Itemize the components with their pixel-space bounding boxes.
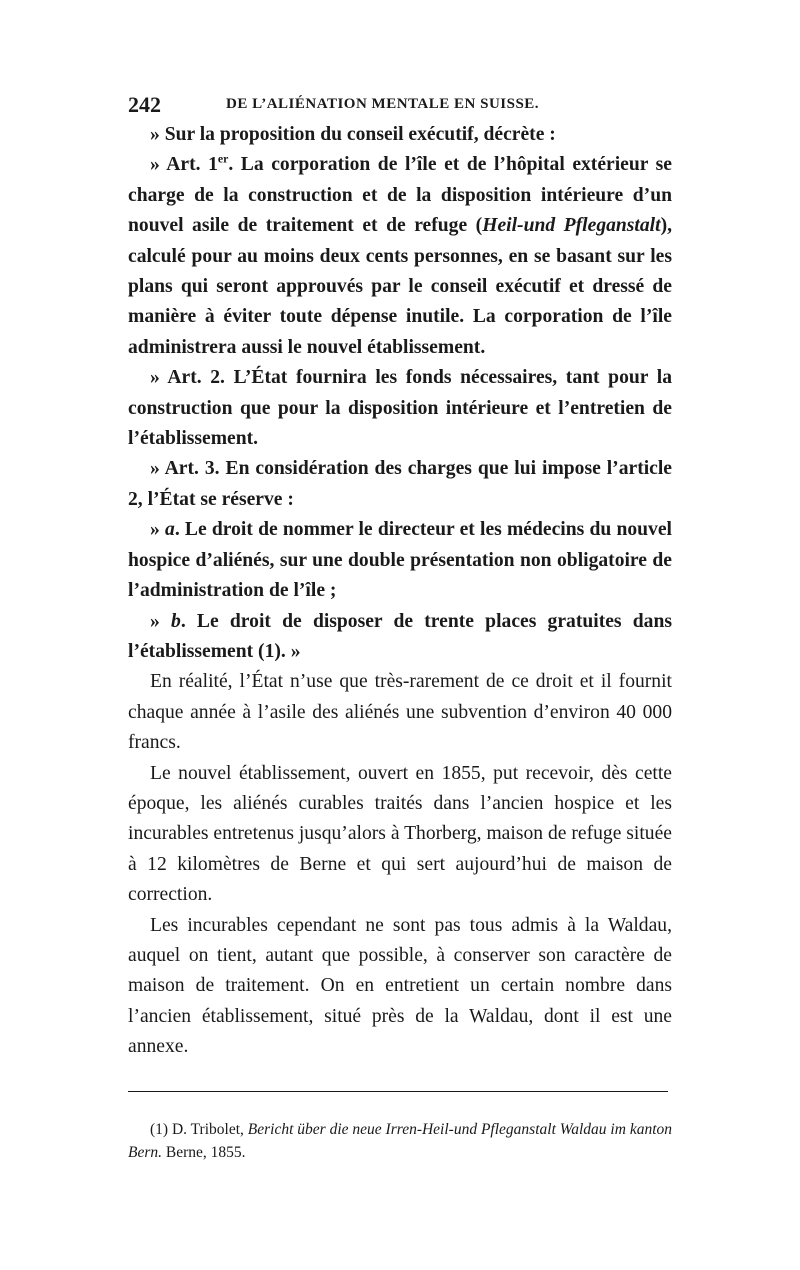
- paragraph-new-establishment: Le nouvel établissement, ouvert en 1855, put recevoir, dès cette époque, les aliénés curables traités dans l’ancien hospice et les incurables entretenus jusqu’alors à Thorberg, maison de refuge située à 12 kilomètres de Berne et qui sert aujourd’hui de maison de correction.: [128, 762, 672, 906]
- page-header: [128, 92, 672, 120]
- footnote-title: Bericht über die neue Irren-Heil-und Pfleganstalt Waldau im kanton Bern.: [128, 1120, 672, 1161]
- paragraph-article-3: » Art. 3. En considération des charges que lui impose l’article 2, l’État se réserve :: [128, 458, 672, 510]
- arta-letter: a: [165, 519, 175, 541]
- paragraph-article-2: » Art. 2. L’État fournira les fonds nécessaires, tant pour la construction que pour la disposition intérieure et l’entretien de l’établissement.: [128, 367, 672, 450]
- footnote: [128, 1118, 672, 1164]
- page-number: 242: [128, 92, 161, 117]
- paragraph-article-1: [128, 150, 672, 363]
- arta-prefix: »: [150, 519, 166, 541]
- art1-after: ), calculé pour au moins deux cents personnes, en se basant sur les plans qui seront approuvés par le conseil exécutif et dressé de manière à éviter toute dépense inutile. La corporation de l’île administrera aussi le nouvel établissement.: [128, 215, 672, 358]
- art1-prefix: » Art. 1: [150, 154, 218, 176]
- artb-letter: b: [171, 610, 181, 632]
- artb-prefix: »: [150, 610, 172, 632]
- footnote-marker: (1) D. Tribolet,: [150, 1120, 248, 1138]
- footnote-rest: Berne, 1855.: [162, 1143, 246, 1161]
- artb-rest: . Le droit de disposer de trente places gratuites dans l’établissement (1). »: [128, 610, 672, 662]
- arta-rest: . Le droit de nommer le directeur et les médecins du nouvel hospice d’aliénés, sur une double présentation non obligatoire de l’administration de l’île ;: [128, 519, 672, 602]
- footnote-rule: [128, 1091, 668, 1092]
- body-text: [128, 120, 672, 1063]
- paragraph-article-3b: [128, 607, 672, 668]
- art1-italic: Heil-und Pfleganstalt: [482, 215, 661, 237]
- art1-before: . La corporation de l’île et de l’hôpital extérieur se charge de la construction et de la disposition intérieure d’un nouvel asile de traitement et de refuge (: [128, 154, 672, 237]
- paragraph-incurables: Les incurables cependant ne sont pas tous admis à la Waldau, auquel on tient, autant que possible, à conserver son caractère de maison de traitement. On en entretient un certain nombre dans l’ancien établissement, situé près de la Waldau, dont il est une annexe.: [128, 914, 672, 1058]
- footnote-text: [128, 1118, 672, 1164]
- paragraph-reality: En réalité, l’État n’use que très-rarement de ce droit et il fournit chaque année à l’asile des aliénés une subvention d’environ 40 000 francs.: [128, 671, 672, 754]
- paragraph-article-3a: [128, 515, 672, 606]
- book-page: [128, 92, 672, 1164]
- running-title: DE L’ALIÉNATION MENTALE EN SUISSE.: [226, 96, 540, 112]
- paragraph-decree-intro: » Sur la proposition du conseil exécutif, décrète :: [150, 124, 556, 145]
- art1-sup: er: [217, 152, 229, 166]
